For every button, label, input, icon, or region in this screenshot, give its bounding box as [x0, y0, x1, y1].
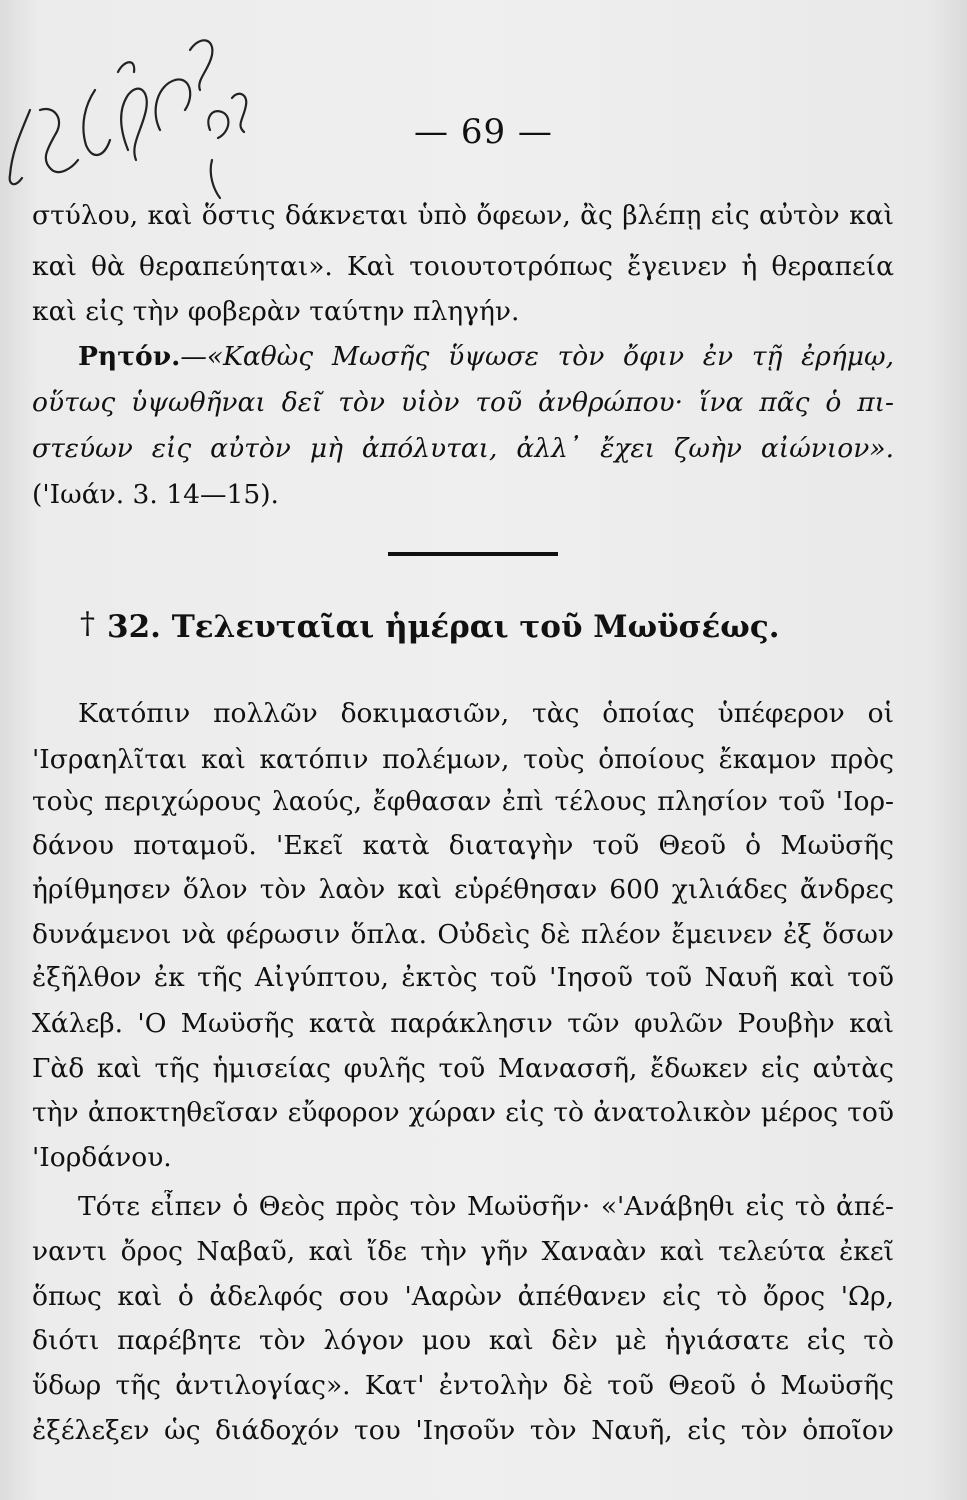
quote-line: στεύων εἰς αὐτὸν μὴ ἀπόλυται, ἀλλ᾽ ἔχει ζωὴν αἰώνιον».	[32, 433, 894, 464]
paragraph-line: δάνου ποταμοῦ. 'Εκεῖ κατὰ διαταγὴν τοῦ Θεοῦ ὁ Μωϋσῆς	[32, 830, 894, 861]
paragraph-line: τὴν ἀποκτηθεῖσαν εὔφορον χώραν εἰς τὸ ἀνατολικὸν μέρος τοῦ	[32, 1097, 894, 1128]
section-divider	[388, 552, 558, 556]
quote-reference: ('Ιωάν. 3. 14—15).	[32, 479, 279, 510]
section-title: 32. Τελευταῖαι ἡμέραι τοῦ Μωϋσέως.	[107, 609, 780, 645]
paragraph-line: 'Ιορδάνου.	[32, 1142, 172, 1173]
cross-mark: †	[80, 606, 95, 641]
handwritten-annotation	[0, 10, 270, 200]
paragraph-line: ἐξέλεξεν ὡς διάδοχόν του 'Ιησοῦν τὸν Ναυῆ, εἰς τὸν ὁποῖον	[32, 1415, 894, 1446]
text-line: στύλου, καὶ ὅστις δάκνεται ὑπὸ ὄφεων, ἂς βλέπῃ εἰς αὐτὸν καὶ	[32, 200, 894, 231]
paragraph-line: τοὺς περιχώρους λαούς, ἔφθασαν ἐπὶ τέλους πλησίον τοῦ 'Ιορ-	[32, 786, 894, 817]
page-number: — 69 —	[414, 112, 553, 152]
paragraph-line: Κατόπιν πολλῶν δοκιμασιῶν, τὰς ὁποίας ὑπέφερον οἱ	[78, 698, 894, 729]
quote-label: Ρητόν.	[78, 341, 181, 372]
section-heading	[80, 604, 880, 647]
paragraph-line: Τότε εἶπεν ὁ Θεὸς πρὸς τὸν Μωϋσῆν· «'Ανάβηθι εἰς τὸ ἀπέ-	[78, 1191, 894, 1222]
paragraph-line: διότι παρέβητε τὸν λόγον μου καὶ δὲν μὲ ἡγιάσατε εἰς τὸ	[32, 1325, 894, 1356]
paragraph-line: ἐξῆλθον ἐκ τῆς Αἰγύπτου, ἐκτὸς τοῦ 'Ιησοῦ τοῦ Ναυῆ καὶ τοῦ	[32, 962, 894, 993]
paragraph-line: ὅπως καὶ ὁ ἀδελφός σου 'Ααρὼν ἀπέθανεν εἰς τὸ ὄρος 'Ωρ,	[32, 1281, 894, 1312]
paragraph-line: ἠρίθμησεν ὅλον τὸν λαὸν καὶ εὑρέθησαν 600 χιλιάδες ἄνδρες	[32, 874, 894, 905]
text-line: καὶ θὰ θεραπεύηται». Καὶ τοιουτοτρόπως ἔγεινεν ἡ θεραπεία	[32, 251, 894, 282]
paragraph-line: Γὰδ καὶ τῆς ἡμισείας φυλῆς τοῦ Μανασσῆ, ἔδωκεν εἰς αὐτὰς	[32, 1053, 894, 1084]
paragraph-line: ναντι ὄρος Ναβαῦ, καὶ ἴδε τὴν γῆν Χαναὰν καὶ τελεύτα ἐκεῖ	[32, 1236, 894, 1267]
quote-line	[78, 340, 894, 374]
paragraph-line: 'Ισραηλῖται καὶ κατόπιν πολέμων, τοὺς ὁποίους ἔκαμον πρὸς	[32, 744, 894, 775]
quote-text: —«Καθὼς Μωσῆς ὕψωσε τὸν ὄφιν ἐν τῇ ἐρήμῳ,	[180, 341, 894, 372]
paragraph-line: δυνάμενοι νὰ φέρωσιν ὅπλα. Οὐδεὶς δὲ πλέον ἔμεινεν ἐξ ὅσων	[32, 919, 894, 950]
quote-line: οὕτως ὑψωθῆναι δεῖ τὸν υἱὸν τοῦ ἀνθρώπου· ἵνα πᾶς ὁ πι-	[32, 387, 894, 418]
text-line: καὶ εἰς τὴν φοβερὰν ταύτην πληγήν.	[32, 296, 520, 327]
paragraph-line: Χάλεβ. 'Ο Μωϋσῆς κατὰ παράκλησιν τῶν φυλῶν Ρουβὴν καὶ	[32, 1008, 894, 1039]
paragraph-line: ὕδωρ τῆς ἀντιλογίας». Κατ' ἐντολὴν δὲ τοῦ Θεοῦ ὁ Μωϋσῆς	[32, 1370, 894, 1401]
